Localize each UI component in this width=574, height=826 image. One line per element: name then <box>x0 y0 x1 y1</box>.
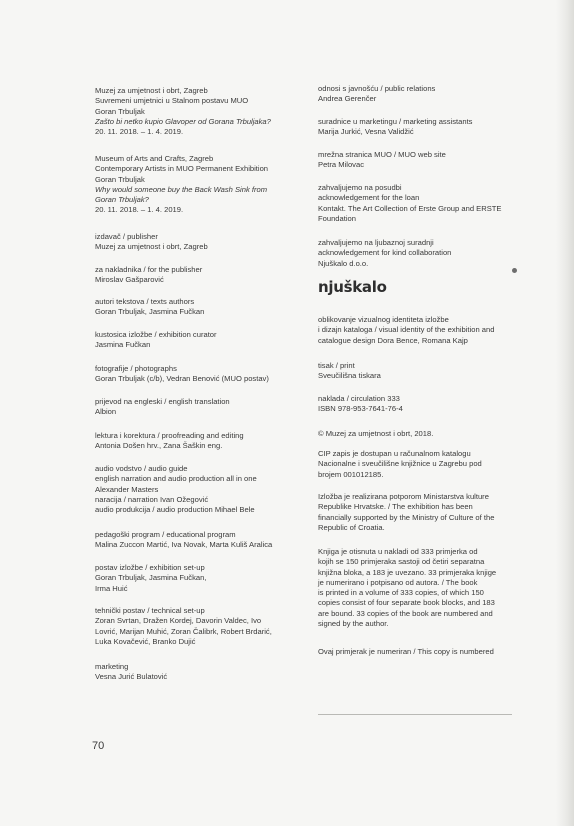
credit-role: tisak / print <box>318 361 355 370</box>
exhibition-info-hr <box>95 86 285 137</box>
edition-line: copies consist of four separate book blocks, and 183 <box>318 598 495 608</box>
credit-publisher <box>95 232 285 253</box>
credit-role: kustosica izložbe / exhibition curator <box>95 330 217 339</box>
ministry-line: Izložba je realizirana potporom Ministarstva kulture <box>318 492 489 501</box>
credit-role: postav izložbe / exhibition set-up <box>95 563 205 572</box>
credit-text-authors <box>95 297 285 318</box>
divider-line <box>318 714 512 715</box>
page-number: 70 <box>92 740 105 752</box>
credit-role: suradnice u marketingu / marketing assistants <box>318 117 473 126</box>
credit-value: Luka Kovačević, Branko Dujić <box>95 636 196 646</box>
credit-value: Sveučilišna tiskara <box>318 371 381 381</box>
exhibition-info-en <box>95 154 285 216</box>
credit-value: Foundation <box>318 213 356 223</box>
credit-role: pedagoški program / educational program <box>95 530 236 539</box>
credit-pr <box>318 84 518 105</box>
museum-name-hr: Muzej za umjetnost i obrt, Zagreb <box>95 86 208 95</box>
credit-value: Kontakt. The Art Collection of Erste Group and ERSTE <box>318 203 502 213</box>
credit-marketing <box>95 662 285 683</box>
cip-note <box>318 449 518 480</box>
credit-value: Miroslav Gašparović <box>95 275 164 285</box>
credit-for-publisher <box>95 265 285 286</box>
credit-web <box>318 150 518 171</box>
ministry-line: Republic of Croatia. <box>318 522 385 532</box>
edition-line: knjižna bloka, a 183 je uvezano. 33 primjeraka knjige <box>318 567 497 577</box>
ministry-line: Republike Hrvatske. / The exhibition has been <box>318 502 473 512</box>
credit-role: acknowledgement for the loan <box>318 193 420 203</box>
credit-circulation <box>318 394 518 415</box>
credit-role: tehnički postav / technical set-up <box>95 606 205 615</box>
artist-name: Goran Trbuljak <box>95 106 145 116</box>
credit-value: catalogue design Dora Bence, Romana Kajp <box>318 335 468 345</box>
credit-marketing-assistants <box>318 117 518 138</box>
credit-role: zahvaljujemo na posudbi <box>318 183 402 192</box>
exhibition-dates: 20. 11. 2018. – 1. 4. 2019. <box>95 205 184 215</box>
credit-value: naracija / narration Ivan Ožegović <box>95 494 209 504</box>
edition-line: signed by the author. <box>318 619 389 629</box>
isbn: ISBN 978-953-7641-76-4 <box>318 404 403 414</box>
credit-role: audio vodstvo / audio guide <box>95 464 188 473</box>
numbered-text: Ovaj primjerak je numeriran / This copy is numbered <box>318 647 494 656</box>
credit-role: zahvaljujemo na ljubaznoj suradnji <box>318 238 434 247</box>
artist-name: Goran Trbuljak <box>95 174 145 184</box>
edition-line: is printed in a volume of 333 copies, of which 150 <box>318 588 484 598</box>
exhibition-dates: 20. 11. 2018. – 1. 4. 2019. <box>95 127 184 137</box>
credit-value: Goran Trbuljak, Jasmina Fučkan, <box>95 573 207 583</box>
credit-role: odnosi s javnošću / public relations <box>318 84 436 93</box>
credit-value: Jasmina Fučkan <box>95 340 151 350</box>
exhibition-title-hr: Zašto bi netko kupio Glavoper od Gorana Trbuljaka? <box>95 116 271 126</box>
credit-value: Irma Huić <box>95 583 128 593</box>
series-title-en: Contemporary Artists in MUO Permanent Exhibition <box>95 164 269 174</box>
credit-loan <box>318 183 518 224</box>
credit-photographs <box>95 364 285 385</box>
museum-name-en: Museum of Arts and Crafts, Zagreb <box>95 154 214 163</box>
credit-value: Lovrić, Marijan Muhić, Zoran Čalibrk, Robert Brdarić, <box>95 626 272 636</box>
exhibition-title-en-cont: Goran Trbuljak? <box>95 195 149 205</box>
credit-print <box>318 361 518 382</box>
credit-role: mrežna stranica MUO / MUO web site <box>318 150 446 159</box>
ministry-note <box>318 492 518 533</box>
edition-line: Knjiga je otisnuta u nakladi od 333 primjerka od <box>318 547 478 556</box>
credit-value: Alexander Masters <box>95 484 159 494</box>
credit-proofreading <box>95 431 285 452</box>
credit-role: prijevod na engleski / english translation <box>95 397 230 406</box>
credit-role: acknowledgement for kind collaboration <box>318 248 452 258</box>
credit-value: Malina Zuccon Martić, Iva Novak, Marta Kuliš Aralica <box>95 540 273 550</box>
credit-audio-guide <box>95 464 285 515</box>
credit-value: english narration and audio production all in one <box>95 474 257 484</box>
cip-line: CIP zapis je dostupan u računalnom katalogu <box>318 449 471 458</box>
cip-line: brojem 001012185. <box>318 469 384 479</box>
credit-role: za nakladnika / for the publisher <box>95 265 203 274</box>
credit-role: naklada / circulation 333 <box>318 394 400 403</box>
edition-note <box>318 547 518 629</box>
credit-role: marketing <box>95 662 129 671</box>
credit-value: Vesna Jurić Bulatović <box>95 672 168 682</box>
cip-line: Nacionalne i sveučilišne knjižnice u Zagrebu pod <box>318 459 482 469</box>
credit-role: lektura i korektura / proofreading and editing <box>95 431 244 440</box>
credit-value: Muzej za umjetnost i obrt, Zagreb <box>95 242 208 252</box>
credit-role: izdavač / publisher <box>95 232 158 241</box>
credit-technical <box>95 606 285 647</box>
copyright-text: © Muzej za umjetnost i obrt, 2018. <box>318 429 434 438</box>
series-title-hr: Suvremeni umjetnici u Stalnom postavu MUO <box>95 96 249 106</box>
credit-value: Njuškalo d.o.o. <box>318 258 369 268</box>
credit-value: Andrea Gerenčer <box>318 94 377 104</box>
credit-exhibition-setup <box>95 563 285 594</box>
credit-kind-collaboration <box>318 238 518 269</box>
credit-role: oblikovanje vizualnog identiteta izložbe <box>318 315 449 324</box>
credit-value: Albion <box>95 407 117 417</box>
copyright <box>318 429 518 439</box>
credit-design <box>318 315 518 346</box>
edition-line: are bound. 33 copies of the book are numbered and <box>318 608 493 618</box>
credit-value: Goran Trbuljak (c/b), Vedran Benović (MUO postav) <box>95 374 269 384</box>
credit-role: fotografije / photographs <box>95 364 177 373</box>
credit-curator <box>95 330 285 351</box>
edition-line: kojih se 150 primjeraka sastoji od četiri separatna <box>318 557 485 567</box>
credit-value: Antonia Došen hrv., Zana Šaškin eng. <box>95 441 223 451</box>
credit-value: Zoran Svrtan, Dražen Kordej, Davorin Valdec, Ivo <box>95 616 262 626</box>
credit-role: autori tekstova / texts authors <box>95 297 195 306</box>
bullet-dot <box>512 268 517 273</box>
credit-value: Petra Milovac <box>318 160 365 170</box>
edition-line: je numerirano i potpisano od autora. / The book <box>318 577 478 587</box>
credit-translation <box>95 397 285 418</box>
njuskalo-logo: njuškalo <box>318 278 387 296</box>
credit-educational <box>95 530 285 551</box>
page-edge-shadow <box>556 0 574 826</box>
exhibition-title-en: Why would someone buy the Back Wash Sink from <box>95 184 268 194</box>
credit-value: audio produkcija / audio production Mihael Bele <box>95 505 255 515</box>
credit-value: Marija Jurkić, Vesna Validžić <box>318 127 414 137</box>
credit-value: Goran Trbuljak, Jasmina Fučkan <box>95 307 205 317</box>
credit-role: i dizajn kataloga / visual identity of the exhibition and <box>318 325 495 335</box>
ministry-line: financially supported by the Ministry of Culture of the <box>318 512 495 522</box>
numbered-note <box>318 647 518 657</box>
